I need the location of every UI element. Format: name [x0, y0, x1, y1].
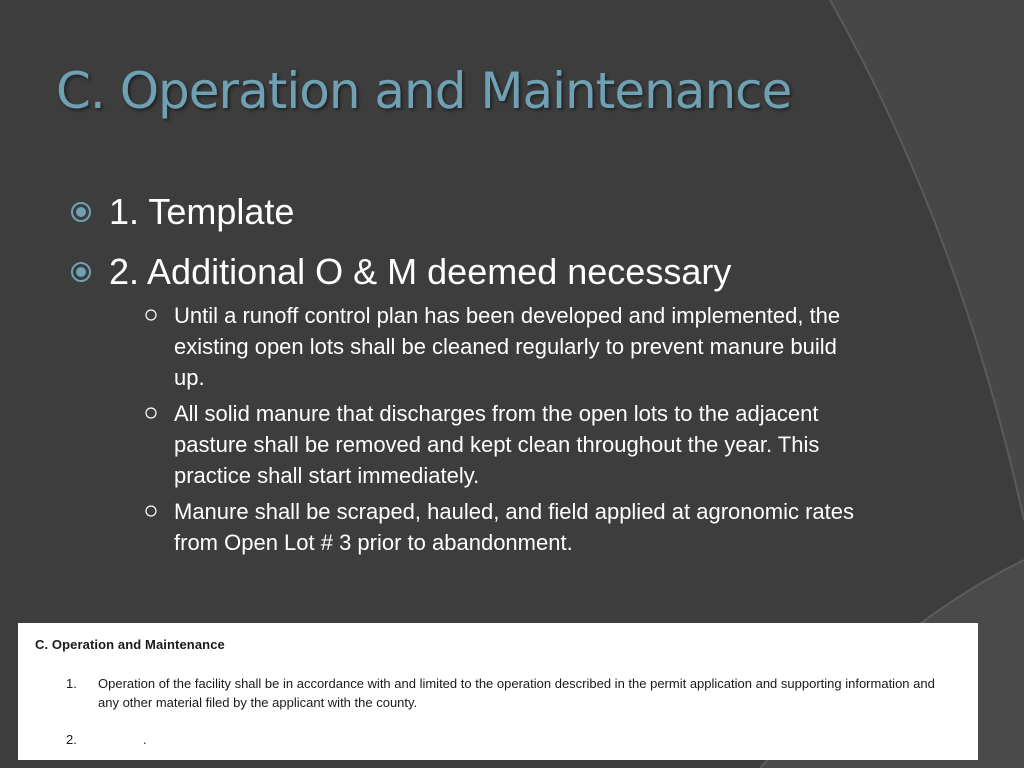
bullet-item-additional-om — [64, 250, 884, 294]
hollow-circle-bullet-icon — [144, 308, 158, 322]
document-item-number: 1. — [66, 676, 77, 691]
hollow-circle-bullet-icon — [144, 504, 158, 518]
slide-content — [64, 190, 884, 563]
document-item-number: 2. — [66, 732, 77, 747]
sub-bullet-list — [64, 300, 884, 558]
hollow-circle-bullet-icon — [144, 406, 158, 420]
document-item-text: . — [143, 732, 147, 747]
sub-bullet-item — [144, 300, 864, 393]
document-heading: C. Operation and Maintenance — [35, 637, 225, 652]
sub-bullet-text: All solid manure that discharges from the open lots to the adjacent pasture shall be removed and kept clean throughout the year. This practice shall start immediately. — [174, 401, 820, 488]
bullet-item-template — [64, 190, 884, 234]
sub-bullet-text: Until a runoff control plan has been developed and implemented, the existing open lots shall be cleaned regularly to prevent manure build up. — [174, 303, 841, 390]
circle-bullet-icon — [70, 261, 92, 283]
document-list-item — [66, 674, 946, 712]
document-item-text: Operation of the facility shall be in accordance with and limited to the operation described in the permit application and supporting information and any other material filed by the applicant with the county. — [98, 676, 935, 710]
document-excerpt-image — [18, 623, 978, 760]
bullet-text: 1. Template — [109, 191, 295, 232]
bullet-text: 2. Additional O & M deemed necessary — [109, 251, 732, 292]
sub-bullet-item — [144, 398, 864, 491]
circle-bullet-icon — [70, 201, 92, 223]
slide-title: C. Operation and Maintenance — [56, 62, 792, 120]
document-list-item — [66, 730, 946, 749]
sub-bullet-item — [144, 496, 864, 558]
sub-bullet-text: Manure shall be scraped, hauled, and field applied at agronomic rates from Open Lot # 3 prior to abandonment. — [174, 499, 854, 555]
